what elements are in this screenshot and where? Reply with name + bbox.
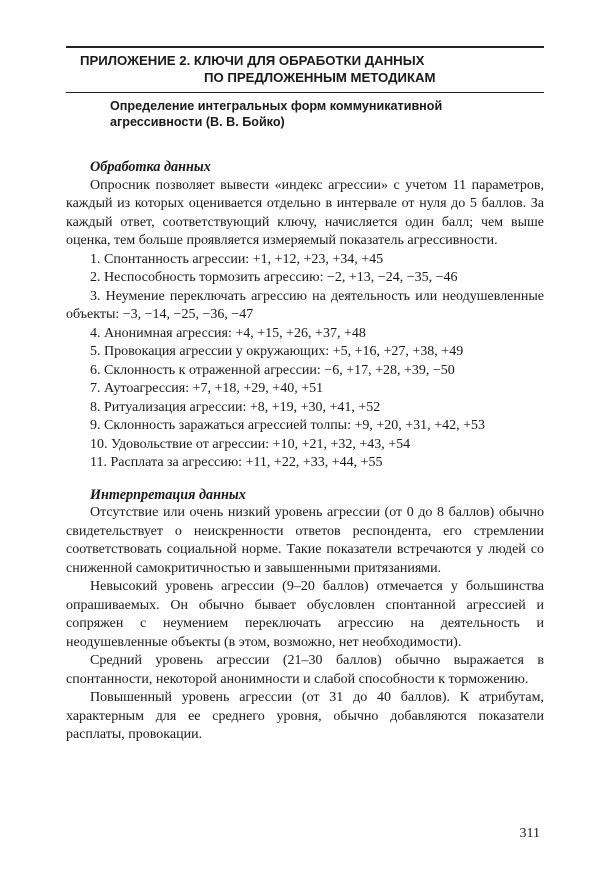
scale-item: 2. Неспособность тормозить агрессию: −2, +13, −24, −35, −46: [90, 270, 458, 285]
method-title-line2: агрессивности (В. В. Бойко): [110, 115, 285, 129]
appendix-title-line1: ПРИЛОЖЕНИЕ 2. КЛЮЧИ ДЛЯ ОБРАБОТКИ ДАННЫХ: [80, 53, 425, 68]
scale-item: 8. Ритуализация агрессии: +8, +19, +30, +41, +52: [90, 399, 381, 415]
interpretation-heading: Интерпретация данных: [90, 486, 246, 503]
scale-item: 4. Анонимная агрессия: +4, +15, +26, +37, +48: [90, 325, 366, 341]
scale-item: 5. Провокация агрессии у окружающих: +5, +16, +27, +38, +49: [90, 344, 464, 359]
section-gap: [66, 473, 544, 486]
scale-item: 6. Склонность к отраженной агрессии: −6, +17, +28, +39, −50: [90, 362, 455, 378]
processing-heading: Обработка данных: [90, 159, 211, 175]
scale-item: 10. Удовольствие от агрессии: +10, +21, +32, +43, +54: [90, 436, 411, 452]
appendix-title: [80, 52, 520, 86]
processing-intro: Опросник позволяет вывести «индекс агрессии» с учетом 11 параметров, каждый из которых оценивается отдельно в интервале от нуля до 5 баллов. За каждый ответ, соответствующий ключу, начисляется один балл; чем выше оценка, тем больше проявляется измеряемый показатель агрессивности.: [66, 177, 544, 248]
page-body: [66, 158, 544, 745]
scale-list: [66, 251, 544, 473]
interpretation-paragraph: Средний уровень агрессии (21–30 баллов) обычно выражается в спонтанности, некоторой анонимности и слабой способности к торможению.: [66, 653, 544, 687]
header-top-rule: [66, 46, 544, 48]
scale-item: 11. Расплата за агрессию: +11, +22, +33, +44, +55: [90, 455, 383, 470]
interpretation-paragraph: Отсутствие или очень низкий уровень агрессии (от 0 до 8 баллов) обычно свидетельствует о неискренности ответов респондента, его стремлении соответствовать социальной норме. Такие показатели встречаются у людей со сниженной самокритичностью и завышенными притязаниями.: [66, 505, 544, 576]
page-number: 311: [519, 826, 540, 841]
interpretation-paragraph: Повышенный уровень агрессии (от 31 до 40 баллов). К атрибутам, характерным для ее среднего уровня, обычно добавляются показатели расплаты, провокации.: [66, 690, 544, 742]
scale-item: 9. Склонность заражаться агрессией толпы: +9, +20, +31, +42, +53: [90, 418, 485, 433]
scale-item: 1. Спонтанность агрессии: +1, +12, +23, +34, +45: [90, 251, 384, 267]
header-bottom-rule: [66, 92, 544, 93]
interpretation-paragraph: Невысокий уровень агрессии (9–20 баллов) отмечается у большинства опрашиваемых. Он обычно бывает обусловлен спонтанной агрессией и сопряжен с неумением переключать агрессию на деятельность и неодушевленные объекты (в этом, возможно, нет необходимости).: [66, 579, 544, 650]
appendix-title-line2: ПО ПРЕДЛОЖЕННЫМ МЕТОДИКАМ: [204, 70, 436, 85]
scale-item: 7. Аутоагрессия: +7, +18, +29, +40, +51: [90, 381, 324, 396]
scale-item: 3. Неумение переключать агрессию на деятельность или неодушевленные объекты: −3, −14, −25, −36, −47: [66, 288, 544, 322]
method-title-line1: Определение интегральных форм коммуникативной: [110, 99, 443, 113]
method-title: [110, 98, 530, 130]
